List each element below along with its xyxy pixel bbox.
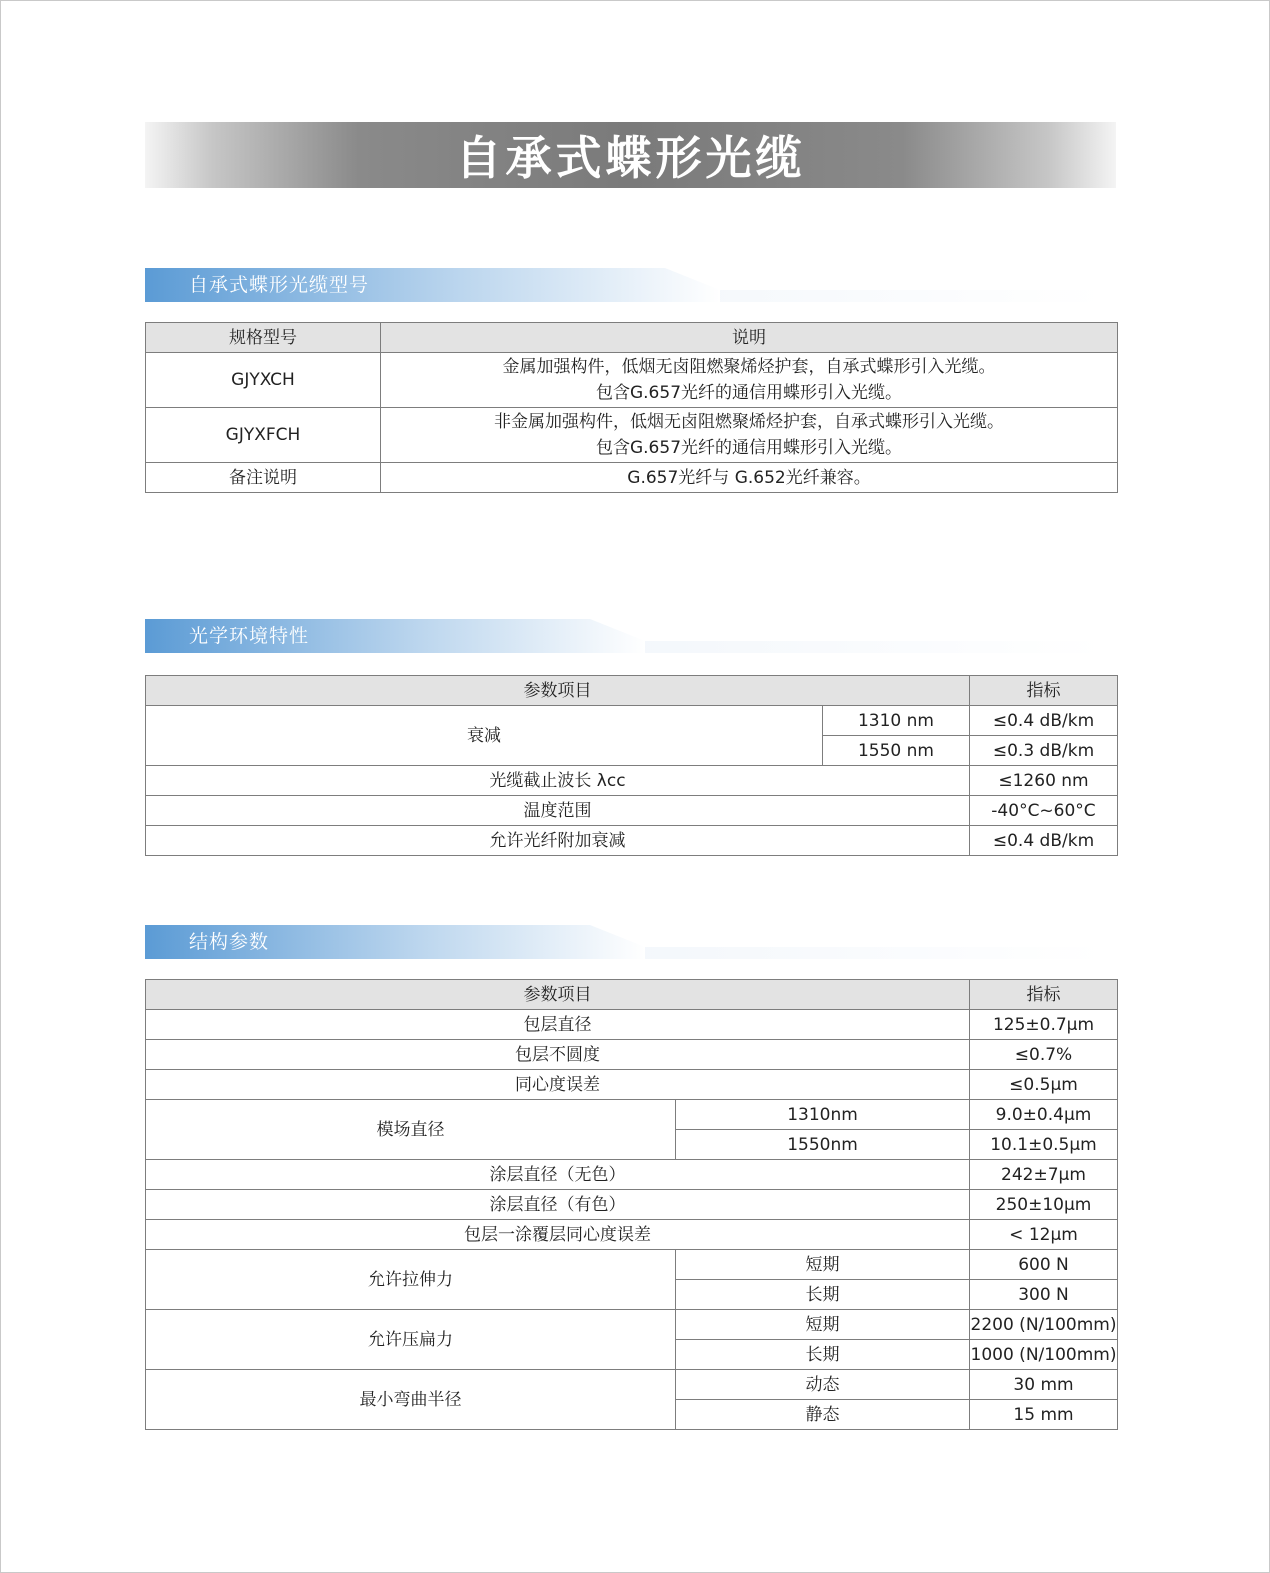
table-row <box>146 706 1118 736</box>
wavelength-cell: 1550 nm <box>823 736 970 766</box>
sub-cell: 长期 <box>676 1340 970 1370</box>
mode-field-label: 模场直径 <box>146 1100 676 1160</box>
sub-cell: 动态 <box>676 1370 970 1400</box>
page-title: 自承式蝶形光缆 <box>455 131 806 185</box>
table-row <box>146 1220 1118 1250</box>
value-cell: < 12μm <box>970 1220 1118 1250</box>
section-title-structure: 结构参数 <box>189 931 270 953</box>
value-cell: 9.0±0.4μm <box>970 1100 1118 1130</box>
bend-label: 最小弯曲半径 <box>146 1370 676 1430</box>
sub-cell: 短期 <box>676 1310 970 1340</box>
structure-table <box>145 979 1118 1430</box>
table-row <box>146 1100 1118 1130</box>
note-text: G.657光纤与 G.652光纤兼容。 <box>381 463 1118 493</box>
sub-cell: 1310nm <box>676 1100 970 1130</box>
header-index: 指标 <box>970 980 1118 1010</box>
desc-line: 非金属加强构件，低烟无卤阻燃聚烯烃护套，自承式蝶形引入光缆。 <box>494 412 1004 432</box>
desc-line: 金属加强构件，低烟无卤阻燃聚烯烃护套，自承式蝶形引入光缆。 <box>502 357 996 377</box>
desc-line: 包含G.657光纤的通信用蝶形引入光缆。 <box>595 438 903 458</box>
table-row <box>146 1310 1118 1340</box>
attenuation-label: 衰减 <box>146 706 823 766</box>
table-row <box>146 766 1118 796</box>
param-label: 包层直径 <box>146 1010 970 1040</box>
value-cell: ≤1260 nm <box>970 766 1118 796</box>
section-title-optical: 光学环境特性 <box>189 625 310 647</box>
section-header-structure <box>145 925 1105 959</box>
table-row <box>146 1070 1118 1100</box>
wavelength-cell: 1310 nm <box>823 706 970 736</box>
table-header-row <box>146 323 1118 353</box>
section-title-models: 自承式蝶形光缆型号 <box>189 274 370 296</box>
note-label: 备注说明 <box>146 463 381 493</box>
sub-cell: 长期 <box>676 1280 970 1310</box>
model-cell: GJYXFCH <box>146 408 381 463</box>
desc-cell <box>381 353 1118 408</box>
table-row <box>146 796 1118 826</box>
desc-line: 包含G.657光纤的通信用蝶形引入光缆。 <box>595 383 903 403</box>
value-cell: 10.1±0.5μm <box>970 1130 1118 1160</box>
table-row <box>146 463 1118 493</box>
table-row <box>146 1010 1118 1040</box>
value-cell: 300 N <box>970 1280 1118 1310</box>
value-cell: ≤0.5μm <box>970 1070 1118 1100</box>
table-row <box>146 826 1118 856</box>
value-cell: 250±10μm <box>970 1190 1118 1220</box>
sub-cell: 静态 <box>676 1400 970 1430</box>
header-model: 规格型号 <box>146 323 381 353</box>
table-header-row <box>146 980 1118 1010</box>
value-cell: 242±7μm <box>970 1160 1118 1190</box>
sub-cell: 短期 <box>676 1250 970 1280</box>
value-cell: ≤0.7% <box>970 1040 1118 1070</box>
value-cell: 30 mm <box>970 1370 1118 1400</box>
value-cell: 2200 (N/100mm) <box>970 1310 1118 1340</box>
section-header-optical <box>145 619 1105 653</box>
table-row <box>146 1250 1118 1280</box>
header-param: 参数项目 <box>146 980 970 1010</box>
value-cell: -40°C~60°C <box>970 796 1118 826</box>
param-label: 同心度误差 <box>146 1070 970 1100</box>
header-index: 指标 <box>970 676 1118 706</box>
param-label: 包层一涂覆层同心度误差 <box>146 1220 970 1250</box>
section-header-shape <box>145 925 1105 959</box>
value-cell: 1000 (N/100mm) <box>970 1340 1118 1370</box>
table-row <box>146 1370 1118 1400</box>
section-header-models <box>145 268 1105 302</box>
table-row <box>146 1190 1118 1220</box>
table-row <box>146 1040 1118 1070</box>
table-row <box>146 408 1118 463</box>
value-cell: 125±0.7μm <box>970 1010 1118 1040</box>
title-banner <box>145 122 1116 188</box>
table-header-row <box>146 676 1118 706</box>
param-label: 光缆截止波长 λcc <box>146 766 970 796</box>
param-label: 涂层直径（无色） <box>146 1160 970 1190</box>
sub-cell: 1550nm <box>676 1130 970 1160</box>
header-param: 参数项目 <box>146 676 970 706</box>
param-label: 允许光纤附加衰减 <box>146 826 970 856</box>
model-cell: GJYXCH <box>146 353 381 408</box>
param-label: 温度范围 <box>146 796 970 826</box>
value-cell: ≤0.3 dB/km <box>970 736 1118 766</box>
value-cell: ≤0.4 dB/km <box>970 826 1118 856</box>
table-row <box>146 1160 1118 1190</box>
value-cell: ≤0.4 dB/km <box>970 706 1118 736</box>
header-desc: 说明 <box>381 323 1118 353</box>
crush-label: 允许压扁力 <box>146 1310 676 1370</box>
param-label: 涂层直径（有色） <box>146 1190 970 1220</box>
value-cell: 600 N <box>970 1250 1118 1280</box>
tensile-label: 允许拉伸力 <box>146 1250 676 1310</box>
value-cell: 15 mm <box>970 1400 1118 1430</box>
optical-table <box>145 675 1118 856</box>
param-label: 包层不圆度 <box>146 1040 970 1070</box>
models-table <box>145 322 1118 493</box>
table-row <box>146 353 1118 408</box>
desc-cell <box>381 408 1118 463</box>
